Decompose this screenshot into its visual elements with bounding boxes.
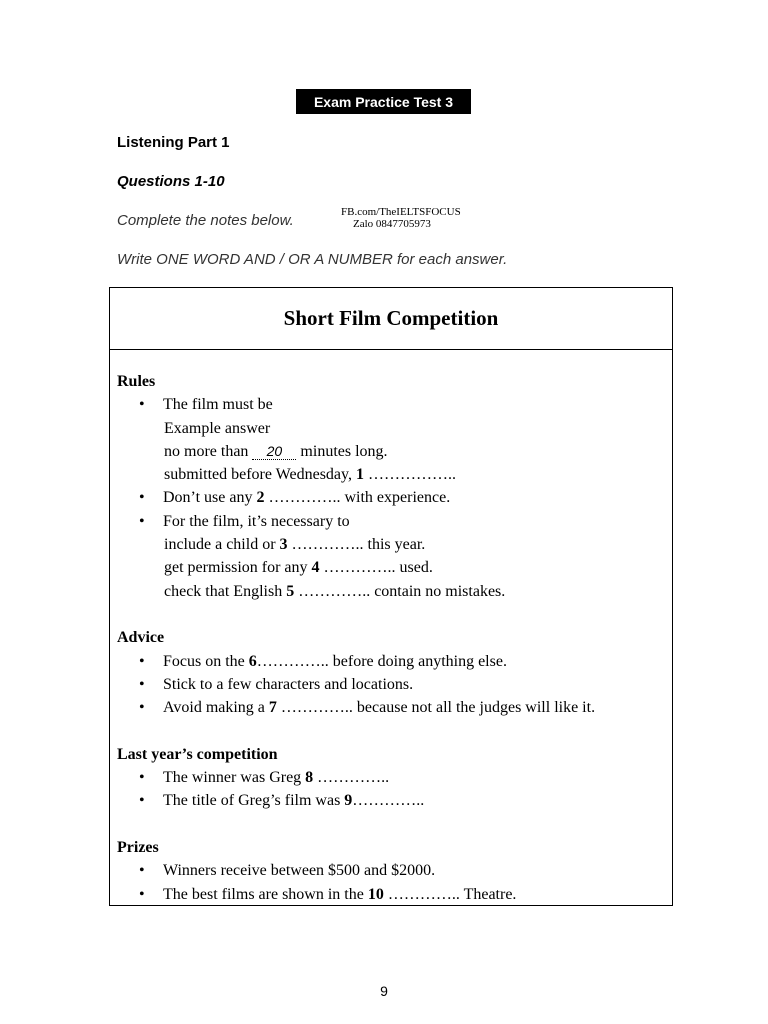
question-number: 5 (286, 582, 295, 600)
question-number: 1 (356, 466, 364, 484)
last-year-heading: Last year’s competition (117, 745, 278, 763)
question-number: 8 (305, 769, 314, 787)
answer-blank[interactable]: ………….. (387, 885, 460, 903)
list-item: • Avoid making a 7 ………….. because not all the judges will like it. (117, 696, 668, 719)
answer-blank[interactable]: ………….. (256, 652, 329, 670)
answer-blank[interactable]: ………….. (291, 536, 364, 554)
list-item: • The film must be (117, 393, 668, 416)
bullet-icon: • (139, 792, 145, 810)
list-item: get permission for any 4 ………….. used. (164, 559, 433, 577)
question-number: 3 (279, 536, 288, 554)
question-number: 4 (311, 559, 320, 577)
answer-blank[interactable]: ………….. (352, 792, 425, 810)
list-item: • Winners receive between $500 and $2000. (117, 859, 668, 882)
bullet-icon: • (139, 862, 145, 880)
prizes-heading: Prizes (117, 838, 159, 856)
answer-blank[interactable]: ………….. (298, 582, 371, 600)
list-item: • The title of Greg’s film was 9………….. (117, 789, 668, 812)
notes-title: Short Film Competition (110, 288, 672, 350)
watermark (341, 206, 461, 230)
bullet-icon: • (139, 396, 145, 414)
answer-blank[interactable]: ………….. (280, 699, 353, 717)
answer-blank[interactable]: …………….. (368, 466, 456, 484)
list-item: • Stick to a few characters and locations. (117, 673, 668, 696)
list-item: • Focus on the 6………….. before doing anything else. (117, 650, 668, 673)
watermark-line-2: Zalo 0847705973 (353, 218, 431, 230)
list-item: no more than 20 minutes long. (164, 442, 388, 460)
watermark-line-1: FB.com/TheIELTSFOCUS (341, 206, 461, 218)
advice-heading: Advice (117, 629, 165, 647)
notes-box (109, 287, 673, 906)
bullet-icon: • (139, 699, 145, 717)
example-label: Example answer (164, 419, 271, 437)
rules-heading: Rules (117, 373, 156, 390)
bullet-icon: • (139, 769, 145, 787)
question-number: 10 (367, 885, 384, 903)
bullet-icon: • (139, 489, 145, 507)
list-item: • For the film, it’s necessary to (117, 510, 668, 533)
list-item: submitted before Wednesday, 1 …………….. (164, 466, 456, 484)
list-item: • The winner was Greg 8 ………….. (117, 766, 668, 789)
answer-blank[interactable]: ………….. (323, 559, 396, 577)
spacer (117, 719, 668, 742)
bullet-icon: • (139, 652, 145, 670)
question-number: 2 (256, 489, 265, 507)
question-number: 9 (344, 792, 353, 810)
spacer (117, 813, 668, 836)
bullet-icon: • (139, 512, 145, 530)
page-number: 9 (380, 983, 388, 999)
spacer (117, 603, 668, 626)
section-label: Listening Part 1 (117, 134, 230, 151)
list-item: • The best films are shown in the 10 ………….. Theatre. (117, 883, 668, 906)
instruction-complete-notes: Complete the notes below. (117, 212, 294, 229)
instruction-word-limit: Write ONE WORD AND / OR A NUMBER for each answer. (117, 251, 508, 268)
question-number: 7 (268, 699, 277, 717)
question-number: 6 (248, 652, 257, 670)
bullet-icon: • (139, 885, 145, 903)
answer-blank[interactable]: ………….. (268, 489, 341, 507)
questions-range: Questions 1-10 (117, 173, 225, 190)
test-title-badge: Exam Practice Test 3 (296, 89, 471, 114)
example-answer: 20 (252, 443, 296, 460)
answer-blank[interactable]: ………….. (317, 769, 390, 787)
bullet-icon: • (139, 675, 145, 693)
list-item: • Don’t use any 2 ………….. with experience. (117, 486, 668, 509)
notes-content (117, 370, 668, 906)
list-item: check that English 5 ………….. contain no mistakes. (164, 582, 506, 600)
list-item: include a child or 3 ………….. this year. (164, 536, 426, 554)
